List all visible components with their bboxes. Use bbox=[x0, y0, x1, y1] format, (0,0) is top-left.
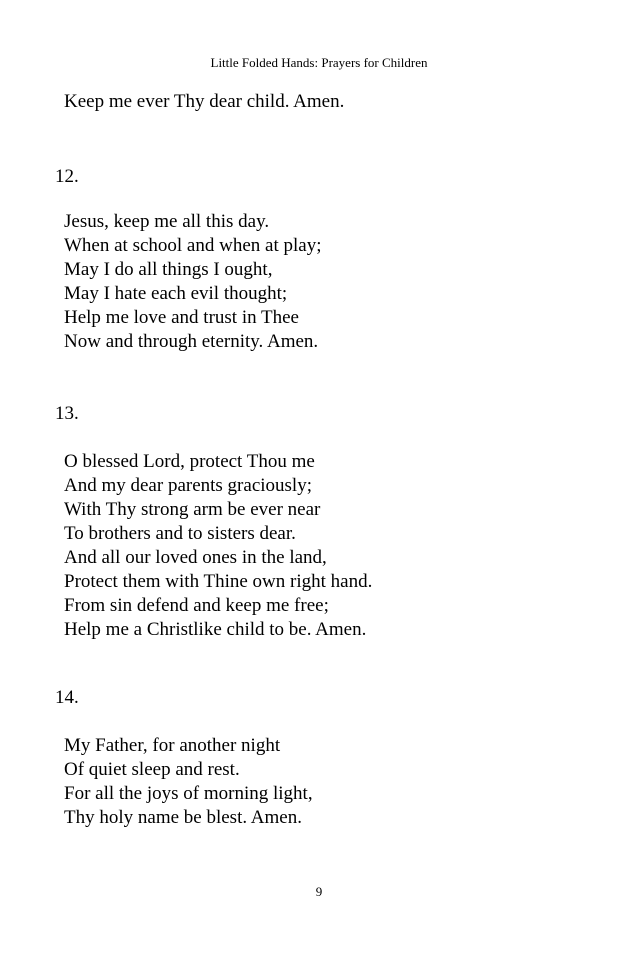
verse-line: When at school and when at play; bbox=[64, 235, 322, 256]
verse-line: O blessed Lord, protect Thou me bbox=[64, 451, 315, 472]
continued-prayer-line: Keep me ever Thy dear child. Amen. bbox=[64, 91, 345, 112]
prayer-14-verse bbox=[64, 734, 313, 830]
prayer-13-verse bbox=[64, 450, 372, 642]
verse-line: From sin defend and keep me free; bbox=[64, 595, 329, 616]
verse-line: Thy holy name be blest. Amen. bbox=[64, 807, 302, 828]
verse-line: And all our loved ones in the land, bbox=[64, 547, 327, 568]
verse-line: Of quiet sleep and rest. bbox=[64, 759, 240, 780]
verse-line: Now and through eternity. Amen. bbox=[64, 331, 319, 352]
verse-line: May I hate each evil thought; bbox=[64, 283, 288, 304]
verse-line: Jesus, keep me all this day. bbox=[64, 211, 270, 232]
running-header: Little Folded Hands: Prayers for Children bbox=[210, 55, 428, 70]
verse-line: For all the joys of morning light, bbox=[64, 783, 313, 804]
verse-line: To brothers and to sisters dear. bbox=[64, 523, 296, 544]
verse-line: My Father, for another night bbox=[64, 735, 281, 756]
verse-line: Protect them with Thine own right hand. bbox=[64, 571, 373, 592]
prayer-number-12: 12. bbox=[55, 166, 79, 187]
page-number: 9 bbox=[315, 884, 323, 899]
prayer-number-14: 14. bbox=[55, 687, 79, 708]
prayer-12-verse bbox=[64, 210, 321, 354]
verse-line: Help me love and trust in Thee bbox=[64, 307, 299, 328]
prayer-number-13: 13. bbox=[55, 403, 79, 424]
verse-line: Help me a Christlike child to be. Amen. bbox=[64, 619, 367, 640]
verse-line: May I do all things I ought, bbox=[64, 259, 273, 280]
verse-line: With Thy strong arm be ever near bbox=[64, 499, 321, 520]
verse-line: And my dear parents graciously; bbox=[64, 475, 312, 496]
